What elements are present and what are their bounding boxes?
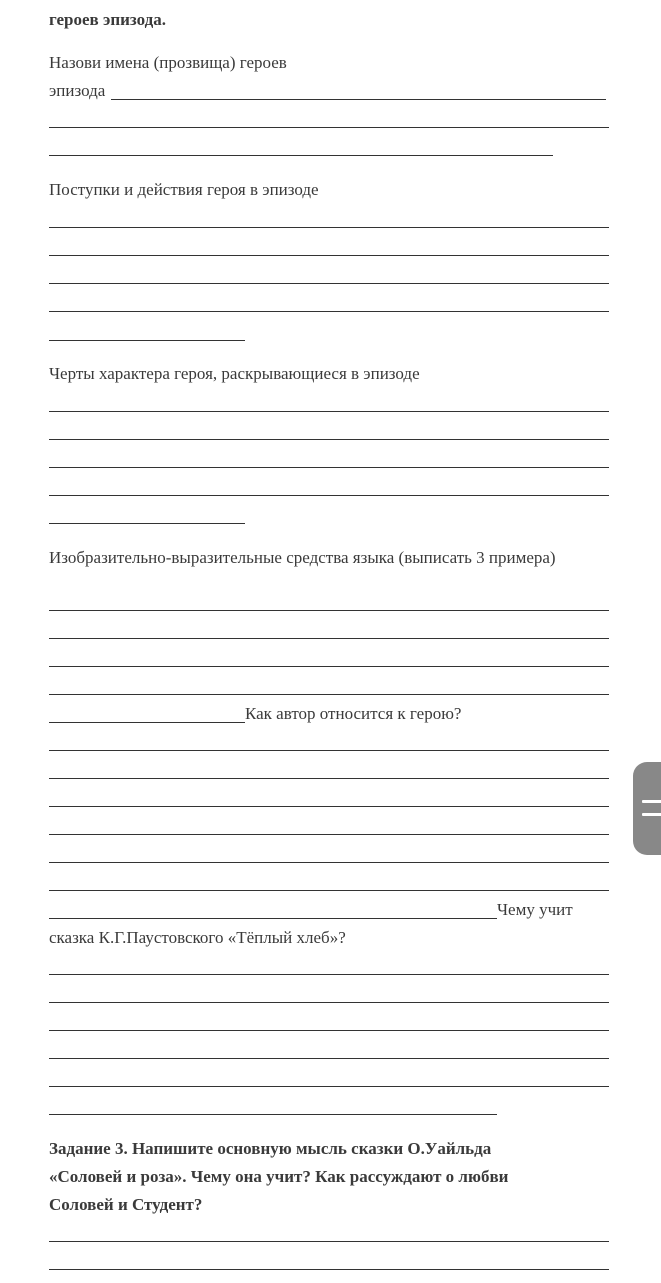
answer-line xyxy=(49,1030,609,1031)
answer-line xyxy=(49,1086,609,1087)
question-traits: Черты характера героя, раскрывающиеся в эпизоде xyxy=(49,364,420,383)
answer-line xyxy=(49,666,609,667)
answer-line xyxy=(49,806,609,807)
menu-icon xyxy=(633,762,661,855)
task3-line1: Задание 3. Напишите основную мысль сказки О.Уайльда xyxy=(49,1139,492,1158)
answer-line xyxy=(49,495,609,496)
answer-line xyxy=(49,610,609,611)
answer-line xyxy=(49,694,609,695)
question-actions: Поступки и действия героя в эпизоде xyxy=(49,180,319,199)
answer-line xyxy=(49,862,609,863)
answer-line xyxy=(49,1269,609,1270)
answer-line xyxy=(49,1002,609,1003)
answer-line xyxy=(49,411,609,412)
answer-line xyxy=(49,638,609,639)
answer-line xyxy=(111,99,606,100)
answer-line xyxy=(49,283,609,284)
answer-line xyxy=(49,255,609,256)
answer-line xyxy=(49,974,609,975)
task3-line2: «Соловей и роза». Чему она учит? Как рассуждают о любви xyxy=(49,1167,509,1186)
answer-line xyxy=(49,890,609,891)
top-fragment: героев эпизода. xyxy=(49,10,166,29)
task3-line3: Соловей и Студент? xyxy=(49,1195,203,1214)
answer-line xyxy=(49,523,245,524)
question-names-line2: эпизода xyxy=(49,81,106,100)
answer-line xyxy=(49,750,609,751)
question-author-attitude: Как автор относится к герою? xyxy=(245,704,462,723)
answer-line xyxy=(49,918,497,919)
answer-line xyxy=(49,1058,609,1059)
answer-line xyxy=(49,439,609,440)
answer-line xyxy=(49,722,245,723)
answer-line xyxy=(49,127,609,128)
answer-line xyxy=(49,467,609,468)
question-teaches-line2: сказка К.Г.Паустовского «Тёплый хлеб»? xyxy=(49,928,346,947)
question-expressive-means: Изобразительно-выразительные средства языка (выписать 3 примера) xyxy=(49,548,556,567)
answer-line xyxy=(49,1114,497,1115)
answer-line xyxy=(49,155,553,156)
side-menu-handle[interactable] xyxy=(633,762,661,855)
question-names-line1: Назови имена (прозвища) героев xyxy=(49,53,287,72)
answer-line xyxy=(49,340,245,341)
answer-line xyxy=(49,227,609,228)
answer-line xyxy=(49,311,609,312)
answer-line xyxy=(49,778,609,779)
answer-line xyxy=(49,1241,609,1242)
question-teaches-line1: Чему учит xyxy=(497,900,573,919)
answer-line xyxy=(49,834,609,835)
